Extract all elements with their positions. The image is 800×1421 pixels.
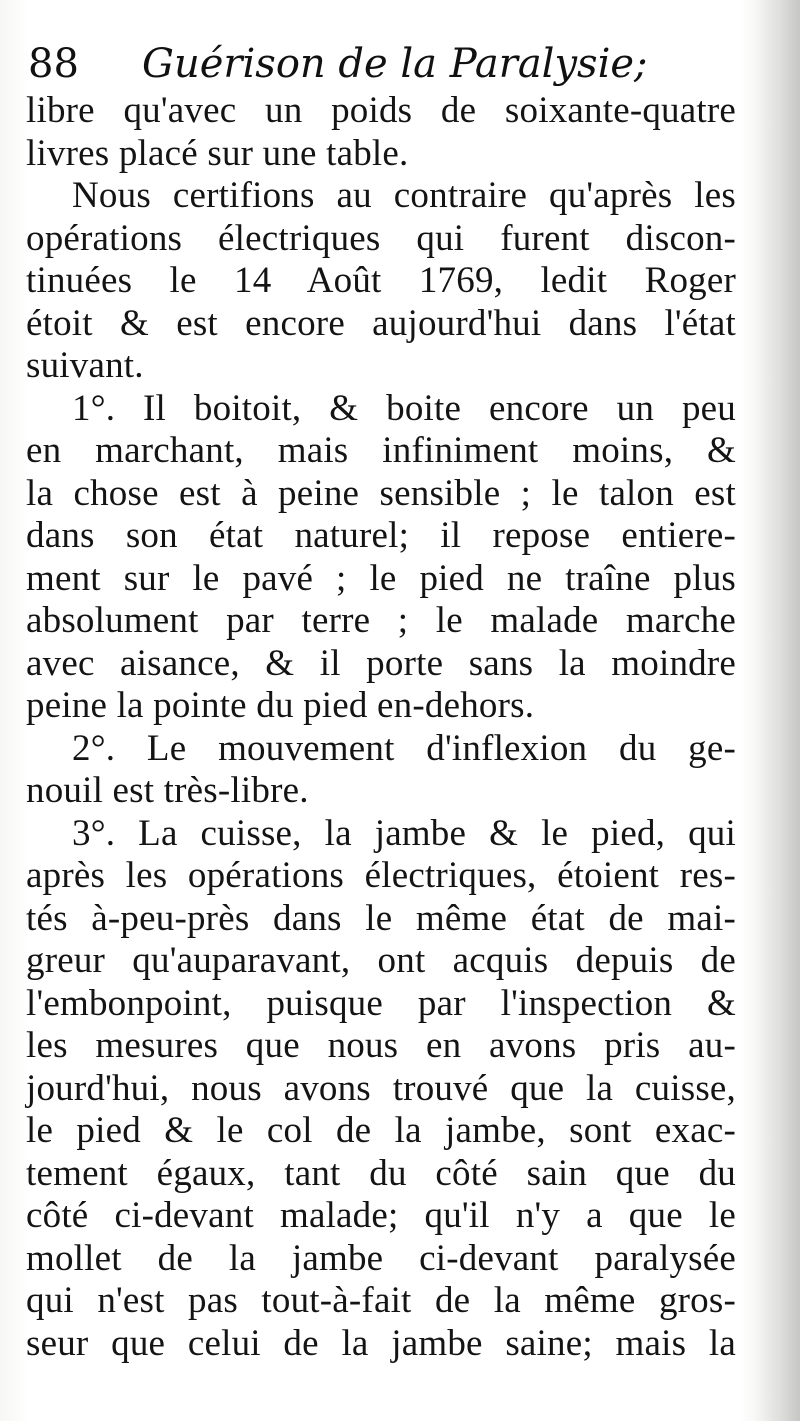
body-text	[26, 90, 736, 1365]
text-line: seur que celui de la jambe saine; mais la	[26, 1322, 736, 1364]
paragraph-start-line: 2°. Le mouvement d'inflexion du ge-	[72, 727, 736, 769]
text-line: peine la pointe du pied en-dehors.	[26, 685, 535, 726]
paragraph-start-line: 3°. La cuisse, la jambe & le pied, qui	[72, 812, 736, 854]
text-line: greur qu'auparavant, ont acquis depuis de	[26, 940, 736, 981]
text-line: opérations électriques qui furent discon-	[26, 217, 736, 259]
text-line: en marchant, mais infiniment moins, &	[26, 430, 736, 471]
paragraph-start-line: 1°. Il boitoit, & boite encore un peu	[72, 387, 736, 429]
text-line: suivant.	[26, 345, 144, 386]
text-line: après les opérations électriques, étoient res-	[26, 855, 736, 896]
text-line: la chose est à peine sensible ; le talon est	[26, 472, 736, 514]
text-line: l'embonpoint, puisque par l'inspection &	[26, 982, 736, 1024]
text-line: libre qu'avec un poids de soixante-quatre	[26, 90, 736, 131]
text-line: dans son état naturel; il repose entiere-	[26, 515, 736, 556]
text-line: qui n'est pas tout-à-fait de la même gros-	[26, 1280, 736, 1321]
text-line: tés à-peu-près dans le même état de mai-	[26, 897, 736, 939]
text-line: étoit & est encore aujourd'hui dans l'état	[26, 302, 736, 344]
running-title: Guérison de la Paralysie;	[142, 41, 648, 87]
text-line: avec aisance, & il porte sans la moindre	[26, 642, 736, 684]
text-line: tinuées le 14 Août 1769, ledit Roger	[26, 260, 736, 301]
text-line: absolument par terre ; le malade marche	[26, 600, 736, 641]
page-number: 88	[28, 41, 79, 87]
text-line: côté ci-devant malade; qu'il n'y a que le	[26, 1195, 736, 1236]
page-gutter-shadow	[754, 0, 800, 1421]
text-line: livres placé sur une table.	[26, 132, 409, 174]
page-header	[28, 38, 748, 90]
text-line: ment sur le pavé ; le pied ne traîne plus	[26, 557, 736, 599]
text-line: tement égaux, tant du côté sain que du	[26, 1152, 736, 1194]
text-line: jourd'hui, nous avons trouvé que la cuisse,	[26, 1067, 736, 1109]
text-line: le pied & le col de la jambe, sont exac-	[26, 1110, 736, 1151]
text-line: mollet de la jambe ci-devant paralysée	[26, 1237, 736, 1279]
text-line: nouil est très-libre.	[26, 770, 309, 811]
text-line: les mesures que nous en avons pris au-	[26, 1025, 736, 1066]
paragraph-start-line: Nous certifions au contraire qu'après les	[72, 175, 736, 216]
